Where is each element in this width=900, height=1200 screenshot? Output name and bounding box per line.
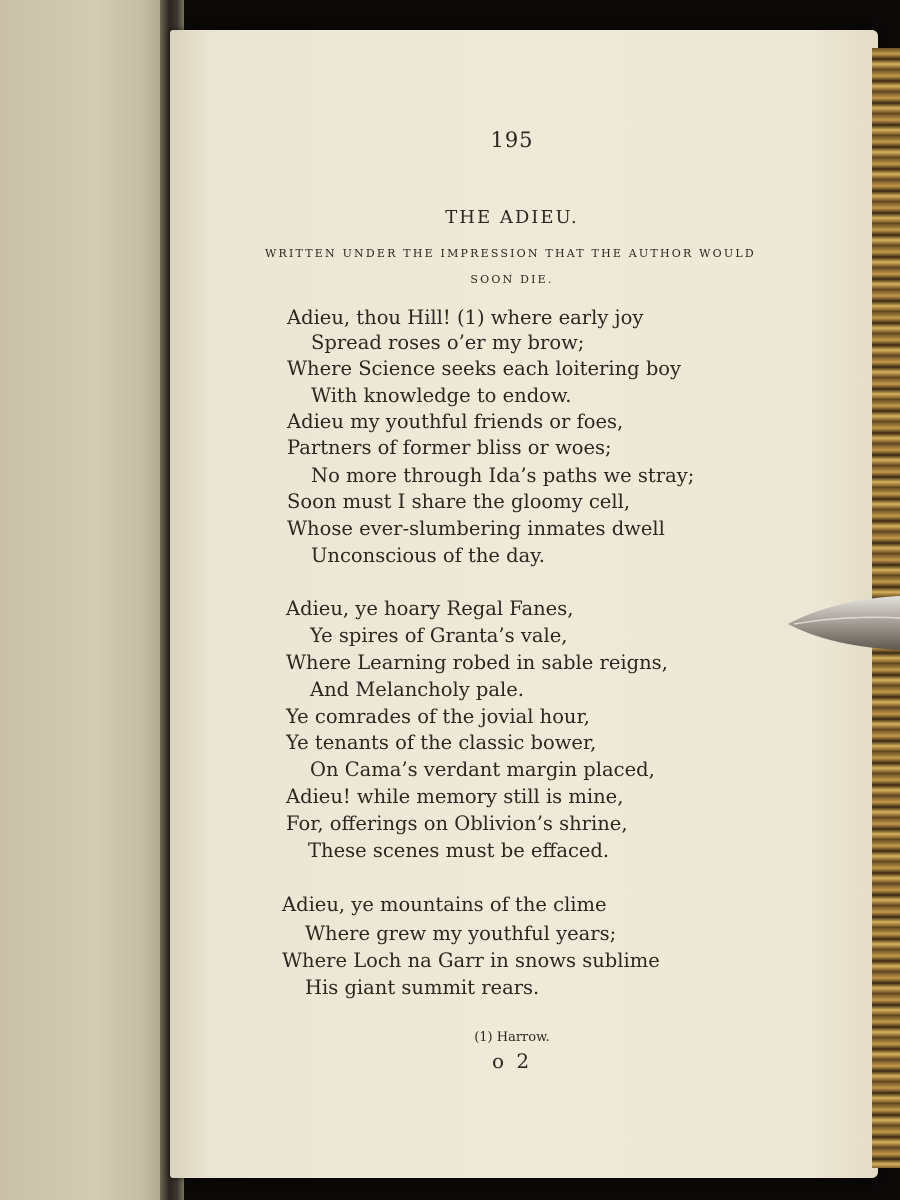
poem-title: THE ADIEU. — [445, 207, 579, 228]
poem-line: Adieu, ye mountains of the clime — [282, 893, 607, 916]
page-number: 195 — [490, 128, 534, 152]
printer-signature-mark: o 2 — [491, 1049, 533, 1073]
poem-line: Where Loch na Garr in snows sublime — [282, 949, 660, 972]
footnote: (1) Harrow. — [474, 1030, 550, 1045]
poem-line: For, offerings on Oblivion’s shrine, — [286, 812, 628, 835]
poem-line: Soon must I share the gloomy cell, — [287, 490, 631, 513]
poem-line: These scenes must be effaced. — [308, 839, 610, 862]
poem-line: With knowledge to endow. — [311, 384, 572, 407]
bookmark-blade — [788, 596, 900, 650]
poem-line: Adieu! while memory still is mine, — [286, 785, 624, 808]
left-page — [0, 0, 168, 1200]
poem-line: Partners of former bliss or woes; — [287, 436, 612, 459]
poem-line: Whose ever-slumbering inmates dwell — [287, 517, 665, 540]
poem-line: Spread roses o’er my brow; — [311, 331, 585, 354]
poem-line: Ye spires of Granta’s vale, — [310, 624, 568, 647]
poem-line: On Cama’s verdant margin placed, — [310, 758, 655, 781]
poem-line: Where grew my youthful years; — [305, 922, 617, 945]
poem-line: No more through Ida’s paths we stray; — [311, 464, 695, 487]
poem-line: Unconscious of the day. — [311, 544, 545, 567]
poem-line: Ye tenants of the classic bower, — [286, 731, 597, 754]
poem-subtitle-line-1: WRITTEN UNDER THE IMPRESSION THAT THE AUTHOR WOULD — [265, 247, 756, 260]
poem-line: His giant summit rears. — [305, 976, 540, 999]
poem-line: Adieu my youthful friends or foes, — [287, 410, 624, 433]
poem-line: Adieu, ye hoary Regal Fanes, — [286, 597, 574, 620]
poem-line: Adieu, thou Hill! (1) where early joy — [287, 306, 644, 329]
poem-subtitle-line-2: SOON DIE. — [470, 273, 554, 286]
poem-line: Ye comrades of the jovial hour, — [286, 705, 590, 728]
poem-line: Where Learning robed in sable reigns, — [286, 651, 668, 674]
poem-line: And Melancholy pale. — [310, 678, 525, 701]
poem-line: Where Science seeks each loitering boy — [287, 357, 682, 380]
